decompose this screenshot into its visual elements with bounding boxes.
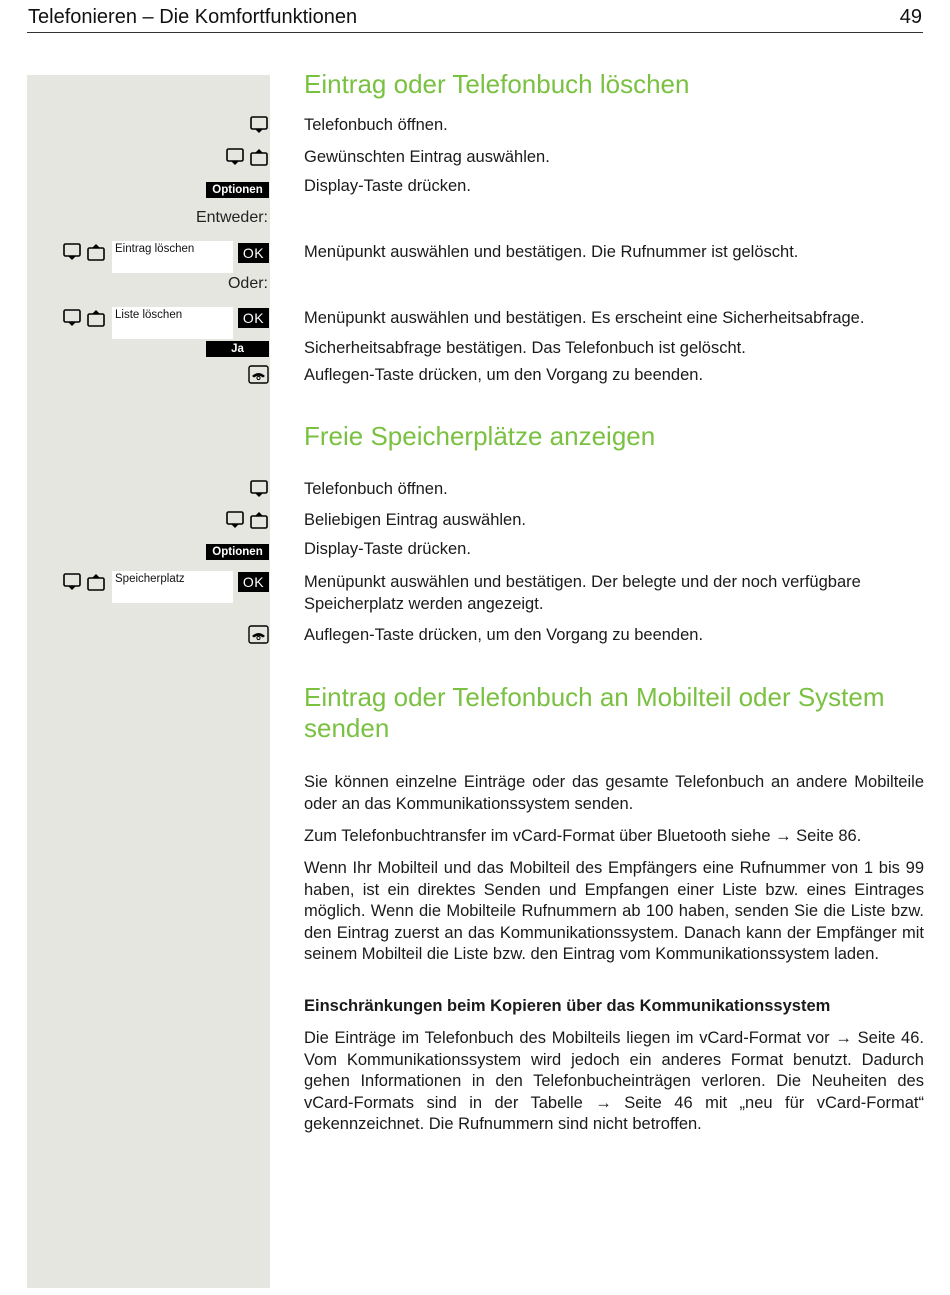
step-text: Beliebigen Eintrag auswählen. [304,511,526,529]
subheading: Einschränkungen beim Kopieren über das Kommunikationssystem [304,997,831,1015]
step-text: Telefonbuch öffnen. [304,116,448,134]
menu-item-label: Speicherplatz [115,573,185,585]
optionen-softkey: Optionen [206,544,269,560]
up-key-icon [87,309,105,327]
menu-item-label: Liste löschen [115,309,183,321]
down-key-icon [63,243,81,261]
step-text: Menüpunkt auswählen und bestätigen. Der belegte und der noch verfügbare Speicherplatz werden angezeigt. [304,573,861,613]
step-text: Display-Taste drücken. [304,177,471,195]
menu-display [112,307,233,339]
ok-softkey: OK [238,243,269,263]
step-text: Telefonbuch öffnen. [304,480,448,498]
step-text: Display-Taste drücken. [304,540,471,558]
down-key-icon [226,511,244,529]
step-text: Sicherheitsabfrage bestätigen. Das Telefonbuch ist gelöscht. [304,339,746,357]
or-label: Oder: [227,275,268,292]
page-number: 49 [899,6,922,28]
down-key-icon [226,148,244,166]
menu-item-label: Eintrag löschen [115,243,195,255]
step-text: Menüpunkt auswählen und bestätigen. Die Rufnummer ist gelöscht. [304,243,799,261]
up-key-icon [87,243,105,261]
optionen-softkey: Optionen [206,182,269,198]
down-key-icon [250,116,268,134]
section-title-delete: Eintrag oder Telefonbuch löschen [304,69,690,99]
up-key-icon [250,148,268,166]
down-key-icon [63,309,81,327]
hang-up-key-icon [248,625,269,644]
ok-softkey: OK [238,308,269,328]
up-key-icon [87,573,105,591]
step-text: Menüpunkt auswählen und bestätigen. Es erscheint eine Sicherheitsabfrage. [304,309,865,327]
step-text: Gewünschten Eintrag auswählen. [304,148,550,166]
section-title-send: Eintrag oder Telefonbuch an Mobilteil oder System senden [304,682,885,743]
step-text: Auflegen-Taste drücken, um den Vorgang zu beenden. [304,626,704,644]
menu-display [112,571,233,603]
header-rule [27,32,923,33]
up-key-icon [250,511,268,529]
section-title-free-memory: Freie Speicherplätze anzeigen [304,421,656,451]
paragraph: Die Einträge im Telefonbuch des Mobilteils liegen im vCard-Format vor → Seite 46. Vom Kommunikationssystem wird jedoch ein anderes Format benutzt. Dadurch gehen Informationen in den Telefonbucheinträgen verloren. Die Neuheiten des vCard-Formats sind in der Tabelle → Seite 46 mit „neu für vCard-Format“ gekennzeichnet. Die Rufnummern sind nicht betroffen. [304,1029,924,1133]
ok-softkey: OK [238,572,269,592]
hang-up-key-icon [248,365,269,384]
paragraph: Wenn Ihr Mobilteil und das Mobilteil des Empfängers eine Rufnummer von 1 bis 99 haben, ist ein direktes Senden und Empfangen einer Liste bzw. eines Eintrages möglich. Wenn die Mobilteile Rufnummern ab 100 haben, senden Sie die Liste bzw. den Eintrag zuerst an das Kommunikationssystem. Danach kann der Empfänger mit seinem Mobilteil die Liste bzw. den Eintrag vom Kommunikationssystem laden. [304,859,924,963]
paragraph: Sie können einzelne Einträge oder das gesamte Telefonbuch an andere Mobilteile oder an das Kommunikationssystem senden. [304,773,924,813]
header-title: Telefonieren – Die Komfortfunktionen [28,6,358,28]
paragraph: Zum Telefonbuchtransfer im vCard-Format über Bluetooth siehe → Seite 86. [304,827,862,845]
menu-display [112,241,233,273]
step-text: Auflegen-Taste drücken, um den Vorgang zu beenden. [304,366,704,384]
either-label: Entweder: [195,209,268,226]
down-key-icon [250,480,268,498]
ja-softkey: Ja [206,341,269,357]
down-key-icon [63,573,81,591]
